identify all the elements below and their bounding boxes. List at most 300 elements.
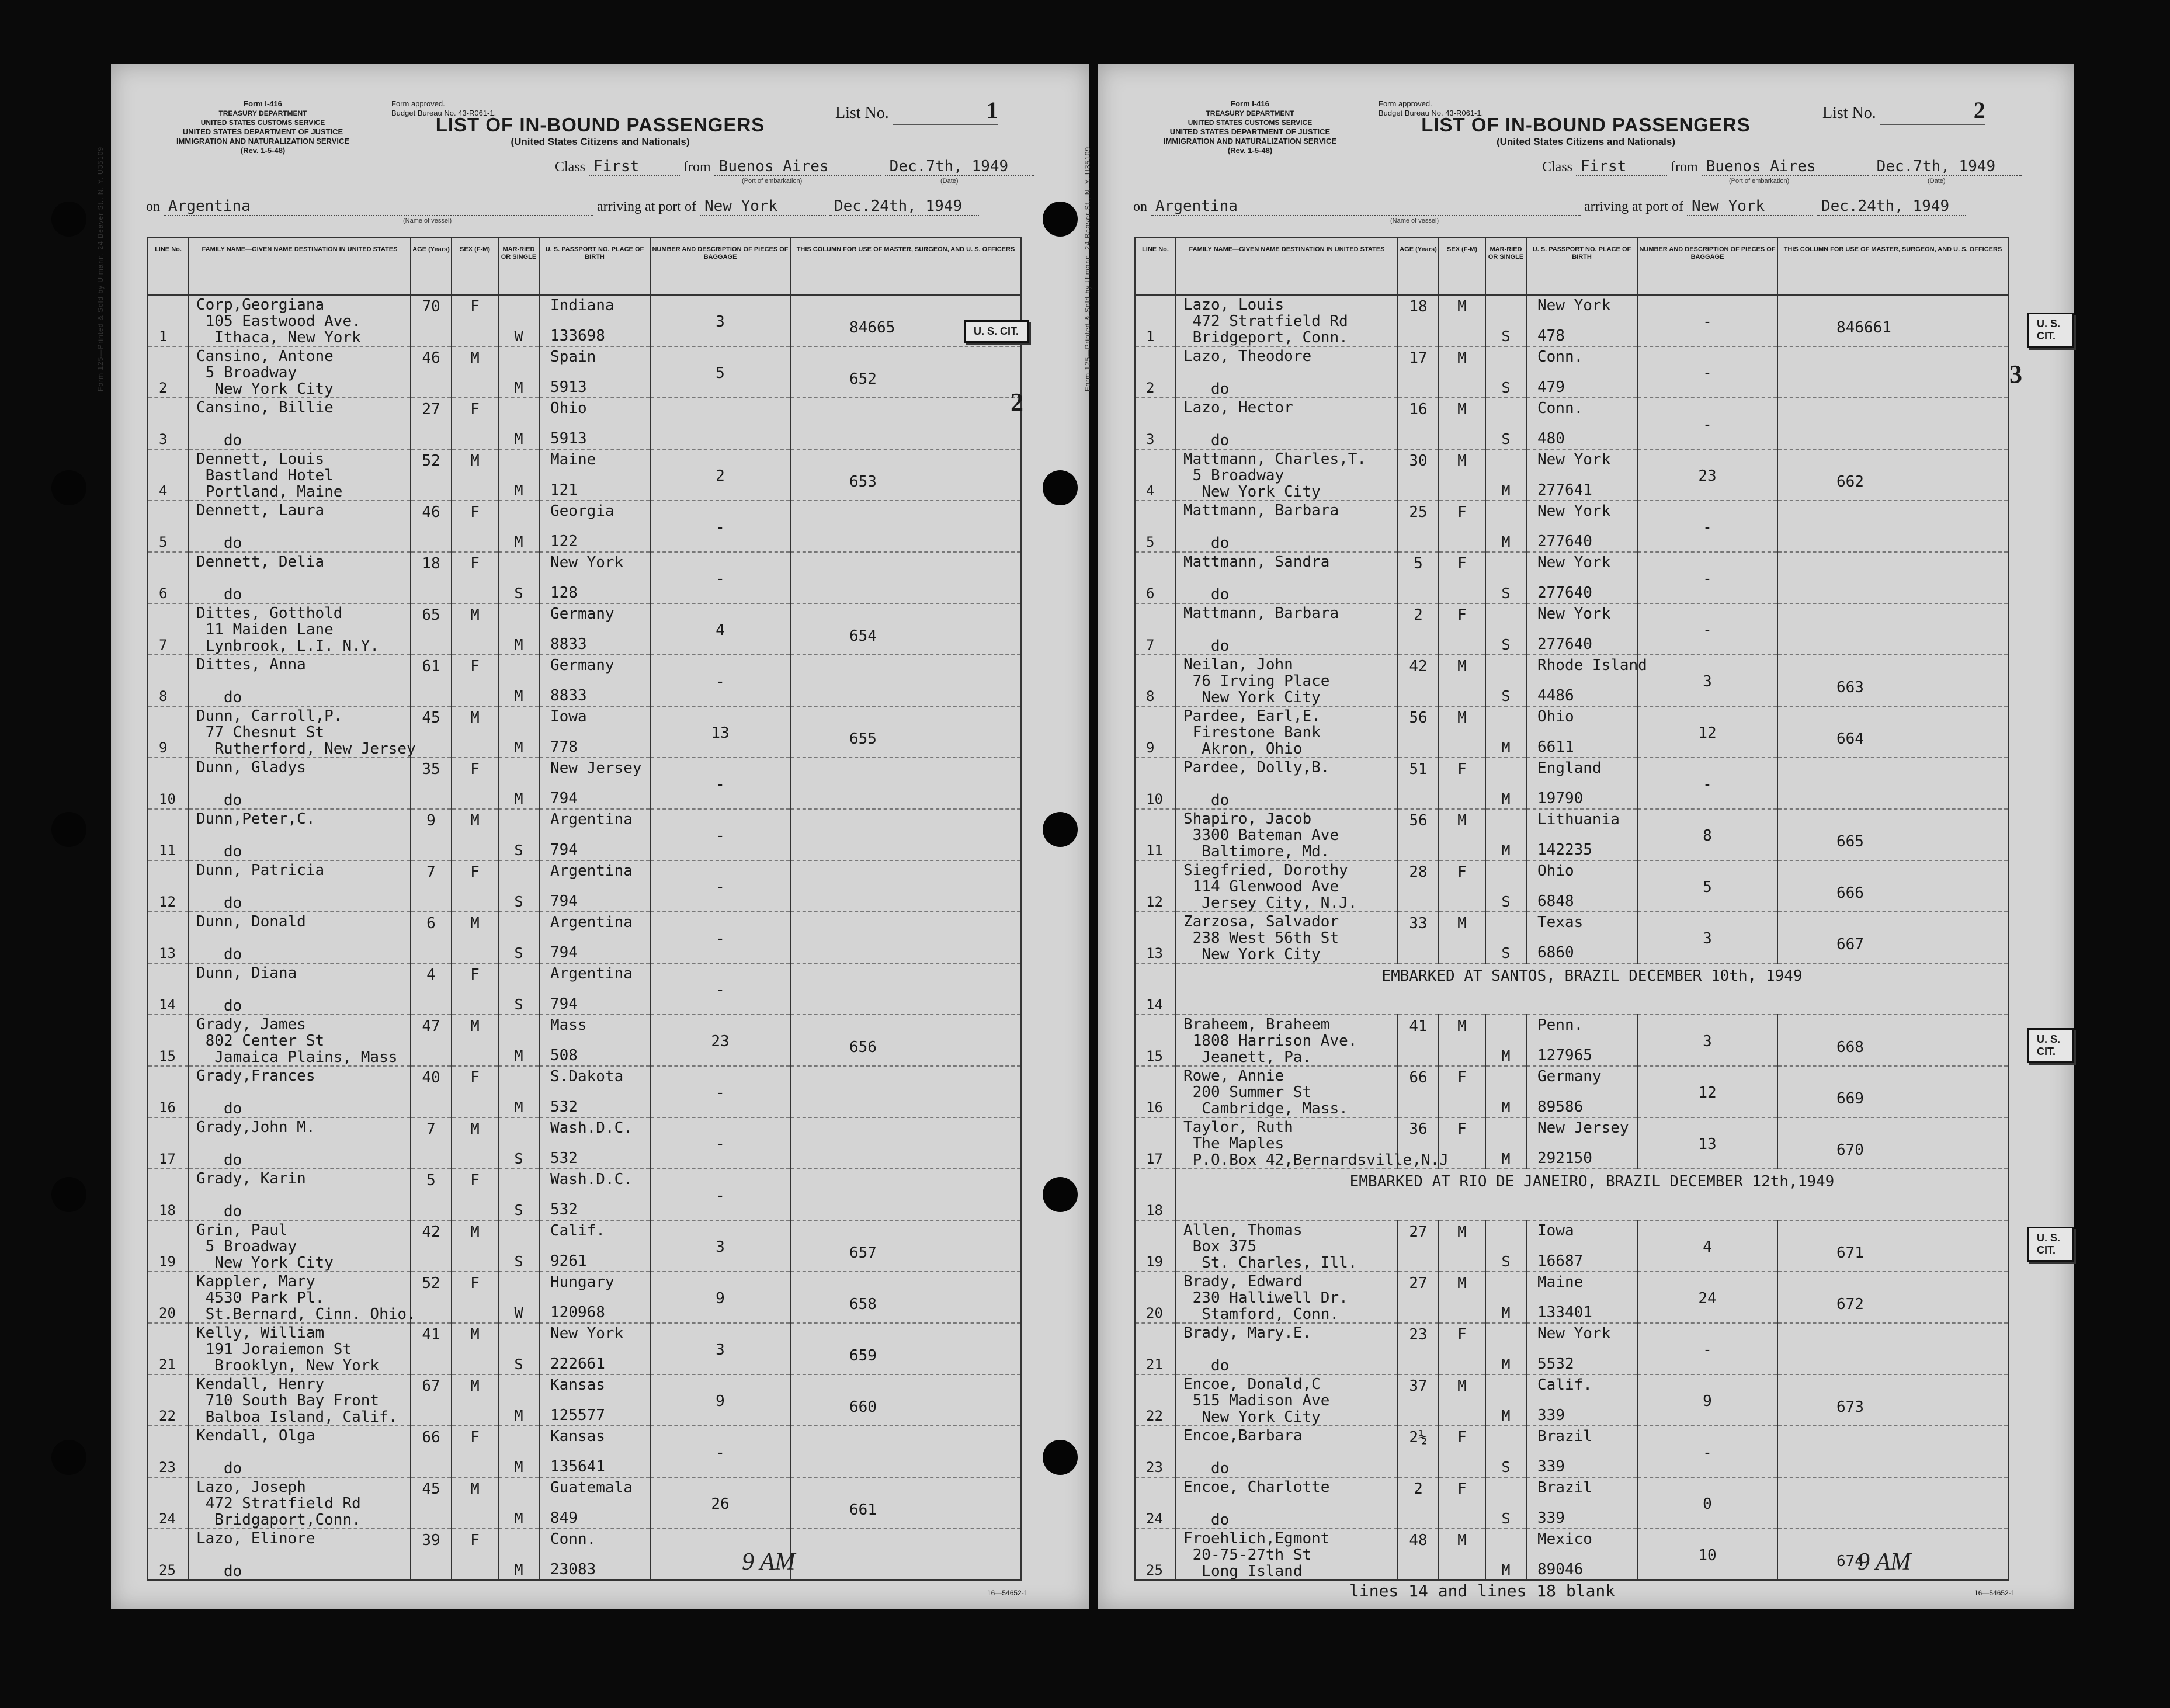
embarkation-note-cell — [1176, 963, 2008, 1015]
baggage-cell — [1637, 860, 1777, 912]
line-number: 13 — [159, 945, 176, 961]
place-of-birth: Rhode Island — [1537, 657, 1647, 674]
passenger-name-address: Dunn, Diana do — [196, 964, 297, 1015]
marital-cell — [1485, 655, 1526, 706]
passenger-sex: F — [1457, 504, 1467, 521]
officer-number: 654 — [849, 627, 877, 645]
passenger-marital-status: M — [514, 1099, 523, 1116]
passport-number: 778 — [550, 738, 578, 756]
age-cell — [411, 552, 452, 603]
passenger-sex: F — [470, 966, 480, 984]
marital-cell — [1485, 603, 1526, 655]
passenger-age: 2 — [1414, 606, 1423, 624]
officer-number: 652 — [849, 370, 877, 388]
sex-cell — [1439, 295, 1485, 346]
line-number-cell — [148, 912, 189, 963]
passenger-age: 30 — [1409, 452, 1428, 470]
place-of-birth: Maine — [550, 451, 596, 468]
officer-signature: 9 AM — [742, 1549, 796, 1575]
line-number: 2 — [159, 380, 168, 396]
line-number: 8 — [159, 688, 168, 704]
col-age: AGE (Years) — [411, 237, 452, 295]
baggage-cell — [1637, 758, 1777, 809]
baggage-cell — [650, 706, 790, 758]
passport-cell — [1526, 552, 1637, 603]
passport-cell — [539, 501, 650, 552]
list-number: List No. 2 — [1822, 96, 1985, 125]
officer-cell — [790, 1220, 1021, 1272]
passenger-sex: F — [1457, 1069, 1467, 1086]
passenger-marital-status: M — [1501, 482, 1511, 499]
sex-cell — [1439, 1529, 1485, 1580]
line-number: 11 — [1146, 842, 1163, 859]
line-number-cell — [1135, 758, 1176, 809]
line-number: 12 — [1146, 894, 1163, 910]
officer-cell — [1777, 501, 2008, 552]
line-number: 1 — [1146, 328, 1155, 345]
place-of-birth: Penn. — [1537, 1016, 1584, 1034]
name-cell — [189, 655, 411, 706]
place-of-birth: Brazil — [1537, 1479, 1592, 1497]
name-cell — [189, 398, 411, 449]
baggage-cell — [1637, 449, 1777, 501]
officer-number: 669 — [1836, 1090, 1864, 1108]
line-number-cell — [1135, 912, 1176, 963]
passenger-age: 47 — [422, 1018, 440, 1035]
table-row — [148, 1374, 1021, 1426]
officer-cell — [790, 1477, 1021, 1529]
name-cell — [1176, 706, 1398, 758]
passport-cell — [539, 346, 650, 398]
passenger-marital-status: W — [514, 328, 523, 345]
age-cell — [411, 346, 452, 398]
name-cell — [1176, 1066, 1398, 1117]
officer-cell — [1777, 1117, 2008, 1169]
passenger-marital-status: M — [1501, 533, 1511, 550]
place-of-birth: New Jersey — [1537, 1119, 1629, 1137]
passenger-age: 7 — [426, 1120, 436, 1138]
passenger-marital-status: S — [1501, 585, 1511, 602]
officer-cell — [1777, 1066, 2008, 1117]
passenger-age: 5 — [426, 1172, 436, 1189]
place-of-birth: Mexico — [1537, 1530, 1592, 1548]
passenger-marital-status: M — [514, 431, 523, 447]
baggage-count: 5 — [1703, 879, 1712, 896]
passenger-name-address: Shapiro, Jacob 3300 Bateman Ave Baltimore, Md. — [1183, 810, 1339, 860]
passenger-table — [147, 237, 1022, 1581]
baggage-cell — [1637, 1015, 1777, 1066]
officer-cell — [1777, 1272, 2008, 1323]
passport-cell — [1526, 449, 1637, 501]
sex-cell — [1439, 552, 1485, 603]
passenger-name-address: Kendall, Olga do — [196, 1427, 315, 1477]
marital-cell — [1485, 912, 1526, 963]
marital-cell — [498, 706, 539, 758]
passenger-marital-status: M — [1501, 1047, 1511, 1064]
passenger-name-address: Kendall, Henry 710 South Bay Front Balboa Island, Calif. — [196, 1376, 398, 1426]
passenger-age: 45 — [422, 1480, 440, 1498]
passenger-name-address: Dennett, Laura do — [196, 502, 325, 552]
passenger-age: 37 — [1409, 1377, 1428, 1395]
age-cell — [1398, 1272, 1439, 1323]
line-number: 23 — [1146, 1459, 1163, 1476]
baggage-cell — [650, 1066, 790, 1117]
baggage-cell — [650, 1220, 790, 1272]
officer-cell — [790, 603, 1021, 655]
sex-cell — [452, 706, 498, 758]
name-cell — [189, 449, 411, 501]
officer-number: 668 — [1836, 1039, 1864, 1056]
baggage-count: 9 — [716, 1290, 725, 1307]
baggage-cell — [1637, 1374, 1777, 1426]
baggage-cell — [650, 1426, 790, 1477]
sex-cell — [452, 1477, 498, 1529]
line-number: 25 — [1146, 1562, 1163, 1578]
passenger-age: 70 — [422, 298, 440, 315]
table-row — [148, 655, 1021, 706]
baggage-cell — [1637, 1220, 1777, 1272]
passport-cell — [539, 295, 650, 346]
officer-cell — [1777, 346, 2008, 398]
baggage-count: - — [1703, 776, 1712, 793]
name-cell — [189, 1477, 411, 1529]
marital-cell — [1485, 1426, 1526, 1477]
passenger-age: 27 — [1409, 1275, 1428, 1292]
line-number: 19 — [1146, 1254, 1163, 1270]
place-of-birth: Texas — [1537, 914, 1584, 931]
passenger-name-address: Cansino, Billie do — [196, 399, 334, 449]
age-cell — [1398, 860, 1439, 912]
passport-cell — [539, 1272, 650, 1323]
place-of-birth: Hungary — [550, 1273, 614, 1291]
passport-number: 5913 — [550, 430, 587, 447]
table-row — [1135, 809, 2008, 860]
passport-cell — [1526, 1015, 1637, 1066]
marital-cell — [498, 1066, 539, 1117]
marital-cell — [1485, 552, 1526, 603]
place-of-birth: Calif. — [550, 1222, 605, 1240]
passenger-age: 41 — [422, 1326, 440, 1344]
passenger-age: 56 — [1409, 812, 1428, 829]
place-of-birth: Germany — [550, 657, 614, 674]
place-of-birth: Spain — [550, 348, 596, 366]
baggage-count: 12 — [1698, 724, 1717, 742]
col-baggage: NUMBER AND DESCRIPTION OF PIECES OF BAGGAGE — [1637, 237, 1777, 295]
baggage-cell — [650, 295, 790, 346]
baggage-count: - — [1703, 416, 1712, 433]
line-number-cell — [148, 449, 189, 501]
officer-cell — [790, 1272, 1021, 1323]
marital-cell — [498, 1015, 539, 1066]
passenger-name-address: Kelly, William 191 Joraiemon St Brooklyn, New York — [196, 1324, 380, 1374]
col-line: LINE No. — [1135, 237, 1176, 295]
table-row — [148, 1117, 1021, 1169]
passenger-marital-status: S — [1501, 328, 1511, 345]
form-title: LIST OF IN-BOUND PASSENGERS (United States Citizens and Nationals) — [435, 114, 765, 147]
passenger-age: 46 — [422, 504, 440, 521]
marital-cell — [498, 1477, 539, 1529]
passport-cell — [1526, 706, 1637, 758]
baggage-count: 8 — [1703, 827, 1712, 845]
port-of-embarkation: Buenos Aires — [1702, 158, 1869, 176]
line-number-cell — [148, 1015, 189, 1066]
passenger-name-address: Encoe,Barbara do — [1183, 1427, 1303, 1477]
line-number-cell — [148, 758, 189, 809]
us-citizen-stamp: U. S. CIT. — [2027, 1227, 2074, 1262]
place-of-birth: New York — [550, 1325, 624, 1342]
baggage-cell — [1637, 1117, 1777, 1169]
name-cell — [189, 552, 411, 603]
passport-number: 794 — [550, 995, 578, 1013]
marital-cell — [1485, 809, 1526, 860]
baggage-count: - — [716, 981, 725, 999]
sex-cell — [1439, 655, 1485, 706]
passenger-name-address: Brady, Mary.E. do — [1183, 1324, 1312, 1374]
line-number: 5 — [159, 534, 168, 550]
officer-cell — [790, 1117, 1021, 1169]
baggage-cell — [650, 1015, 790, 1066]
sex-cell — [452, 398, 498, 449]
passenger-name-address: Encoe, Donald,C 515 Madison Ave New York City — [1183, 1376, 1330, 1426]
passport-cell — [539, 963, 650, 1015]
baggage-count: - — [716, 1136, 725, 1153]
sex-cell — [452, 1272, 498, 1323]
baggage-cell — [1637, 1477, 1777, 1529]
col-sex: SEX (F-M) — [452, 237, 498, 295]
passenger-age: 45 — [422, 709, 440, 727]
passport-number: 277640 — [1537, 584, 1592, 602]
line-number-cell — [1135, 860, 1176, 912]
passport-cell — [1526, 1117, 1637, 1169]
baggage-count: - — [716, 1444, 725, 1461]
passenger-marital-status: S — [1501, 1459, 1511, 1476]
passenger-sex: F — [1457, 606, 1467, 624]
passenger-sex: F — [470, 863, 480, 881]
line-number: 15 — [1146, 1048, 1163, 1064]
table-row — [1135, 1015, 2008, 1066]
officer-number: 658 — [849, 1296, 877, 1313]
printer-imprint: Form 125—Printed & Sold by Ulmann, 24 Beaver St., N. Y. U35109 — [1084, 146, 1092, 391]
line-number: 11 — [159, 842, 176, 859]
name-cell — [189, 1374, 411, 1426]
line-number: 20 — [1146, 1305, 1163, 1321]
table-row — [148, 706, 1021, 758]
passport-number: 16687 — [1537, 1252, 1584, 1270]
age-cell — [411, 860, 452, 912]
baggage-cell — [650, 552, 790, 603]
table-row — [1135, 501, 2008, 552]
sex-cell — [1439, 1374, 1485, 1426]
vessel-name: Argentina — [1151, 197, 1581, 216]
passport-number: 135641 — [550, 1458, 605, 1476]
line-number: 23 — [159, 1459, 176, 1476]
name-cell — [189, 758, 411, 809]
passport-number: 4486 — [1537, 687, 1574, 704]
baggage-count: - — [716, 570, 725, 588]
passenger-sex: M — [1457, 1018, 1467, 1035]
passenger-marital-status: M — [1501, 1099, 1511, 1116]
baggage-cell — [650, 758, 790, 809]
baggage-count: 24 — [1698, 1290, 1717, 1307]
passenger-marital-status: S — [1501, 431, 1511, 447]
marital-cell — [1485, 1220, 1526, 1272]
passport-number: 8833 — [550, 687, 587, 704]
binder-hole — [51, 1440, 86, 1475]
passenger-sex: M — [1457, 812, 1467, 829]
passenger-sex: M — [470, 1377, 480, 1395]
line-number: 7 — [159, 637, 168, 653]
age-cell — [411, 1272, 452, 1323]
baggage-count: 12 — [1698, 1084, 1717, 1102]
passenger-sex: F — [470, 1275, 480, 1292]
line-number-cell — [1135, 1169, 1176, 1220]
table-row — [1135, 706, 2008, 758]
passport-number: 478 — [1537, 327, 1565, 345]
age-cell — [411, 1169, 452, 1220]
passenger-name-address: Brady, Edward 230 Halliwell Dr. Stamford, Conn. — [1183, 1273, 1348, 1323]
passport-number: 23083 — [550, 1561, 596, 1578]
passenger-name-address: Siegfried, Dorothy 114 Glenwood Ave Jersey City, N.J. — [1183, 862, 1357, 912]
passenger-age: 65 — [422, 606, 440, 624]
passport-number: 89586 — [1537, 1098, 1584, 1116]
marital-cell — [498, 552, 539, 603]
passenger-sex: F — [1457, 1326, 1467, 1344]
line-number: 18 — [159, 1202, 176, 1218]
list-number-value: 2 — [1880, 96, 1985, 125]
name-cell — [189, 860, 411, 912]
sex-cell — [452, 1066, 498, 1117]
name-cell — [189, 1323, 411, 1374]
class-value: First — [1576, 158, 1667, 176]
baggage-cell — [650, 501, 790, 552]
officer-number: 671 — [1836, 1244, 1864, 1262]
passenger-age: 42 — [422, 1223, 440, 1241]
marital-cell — [1485, 1066, 1526, 1117]
sex-cell — [452, 295, 498, 346]
passport-number: 5913 — [550, 379, 587, 396]
place-of-birth: Iowa — [550, 708, 587, 725]
passport-number: 127965 — [1537, 1047, 1592, 1064]
age-cell — [411, 603, 452, 655]
baggage-count: - — [716, 776, 725, 793]
baggage-cell — [650, 1323, 790, 1374]
officer-cell — [790, 552, 1021, 603]
baggage-cell — [650, 655, 790, 706]
line-number: 21 — [1146, 1356, 1163, 1373]
passenger-marital-status: M — [1501, 1407, 1511, 1424]
marital-cell — [498, 758, 539, 809]
passenger-age: 18 — [422, 555, 440, 572]
passport-cell — [539, 758, 650, 809]
officer-number: 84665 — [849, 319, 895, 336]
passenger-marital-status: M — [1501, 1150, 1511, 1167]
officer-cell — [1777, 860, 2008, 912]
baggage-count: 26 — [711, 1495, 730, 1513]
baggage-count: 9 — [716, 1393, 725, 1410]
line-number: 14 — [159, 997, 176, 1013]
passport-cell — [1526, 1272, 1637, 1323]
line-number: 20 — [159, 1305, 176, 1321]
passport-number: 120968 — [550, 1304, 605, 1321]
passport-cell — [539, 603, 650, 655]
passenger-marital-status: M — [1501, 1304, 1511, 1321]
port-of-embarkation: Buenos Aires — [714, 158, 881, 176]
passport-cell — [1526, 295, 1637, 346]
age-cell — [411, 1066, 452, 1117]
marital-cell — [1485, 1272, 1526, 1323]
age-cell — [1398, 1374, 1439, 1426]
line-number: 6 — [159, 585, 168, 602]
sex-cell — [1439, 398, 1485, 449]
officer-cell — [1777, 758, 2008, 809]
passport-number: 6860 — [1537, 944, 1574, 961]
line-number: 13 — [1146, 945, 1163, 961]
line-number-cell — [148, 655, 189, 706]
passport-cell — [539, 706, 650, 758]
marital-cell — [1485, 1477, 1526, 1529]
embarkation-note: EMBARKED AT RIO DE JANEIRO, BRAZIL DECEMBER 12th,1949 — [1349, 1173, 1835, 1190]
table-row — [148, 501, 1021, 552]
officer-cell — [1777, 1477, 2008, 1529]
passenger-sex: M — [470, 1480, 480, 1498]
officer-cell — [790, 1323, 1021, 1374]
line-number-cell — [148, 1323, 189, 1374]
baggage-cell — [650, 963, 790, 1015]
baggage-cell — [1637, 1272, 1777, 1323]
sex-cell — [1439, 501, 1485, 552]
passport-number: 794 — [550, 893, 578, 910]
line-number: 10 — [159, 791, 176, 807]
passenger-sex: F — [1457, 761, 1467, 778]
baggage-cell — [1637, 295, 1777, 346]
line-number: 17 — [159, 1151, 176, 1167]
passport-number: 125577 — [550, 1407, 605, 1424]
passenger-sex: M — [470, 1326, 480, 1344]
officer-cell — [790, 809, 1021, 860]
form-agency-header: Form I-416 TREASURY DEPARTMENT UNITED STATES CUSTOMS SERVICE UNITED STATES DEPARTMENT OF JUSTICE IMMIGRATION AND NATURALIZATION SERVICE (Rev. 1-5-48) — [176, 99, 350, 155]
col-passport: U. S. PASSPORT NO. PLACE OF BIRTH — [539, 237, 650, 295]
passenger-age: 9 — [426, 812, 436, 829]
baggage-count: - — [716, 930, 725, 947]
name-cell — [189, 346, 411, 398]
passenger-name-address: Lazo, Louis 472 Stratfield Rd Bridgeport, Conn. — [1183, 296, 1348, 346]
baggage-cell — [650, 449, 790, 501]
name-cell — [189, 963, 411, 1015]
passenger-sex: F — [1457, 1429, 1467, 1446]
marital-cell — [498, 1220, 539, 1272]
passport-cell — [539, 1220, 650, 1272]
passport-cell — [539, 1169, 650, 1220]
sex-cell — [452, 1374, 498, 1426]
age-cell — [411, 1117, 452, 1169]
passenger-marital-status: S — [1501, 636, 1511, 653]
line-number: 7 — [1146, 637, 1155, 653]
marital-cell — [1485, 1323, 1526, 1374]
name-cell — [189, 501, 411, 552]
binder-hole — [1043, 202, 1078, 237]
marital-cell — [498, 449, 539, 501]
sex-cell — [1439, 1477, 1485, 1529]
place-of-birth: Ohio — [1537, 708, 1574, 725]
officer-number: 657 — [849, 1244, 877, 1262]
place-of-birth: New Jersey — [550, 759, 642, 777]
line-number-cell — [1135, 1015, 1176, 1066]
line-number: 12 — [159, 894, 176, 910]
baggage-cell — [1637, 706, 1777, 758]
place-of-birth: Wash.D.C. — [550, 1119, 633, 1137]
line-number: 16 — [1146, 1099, 1163, 1116]
name-cell — [1176, 501, 1398, 552]
